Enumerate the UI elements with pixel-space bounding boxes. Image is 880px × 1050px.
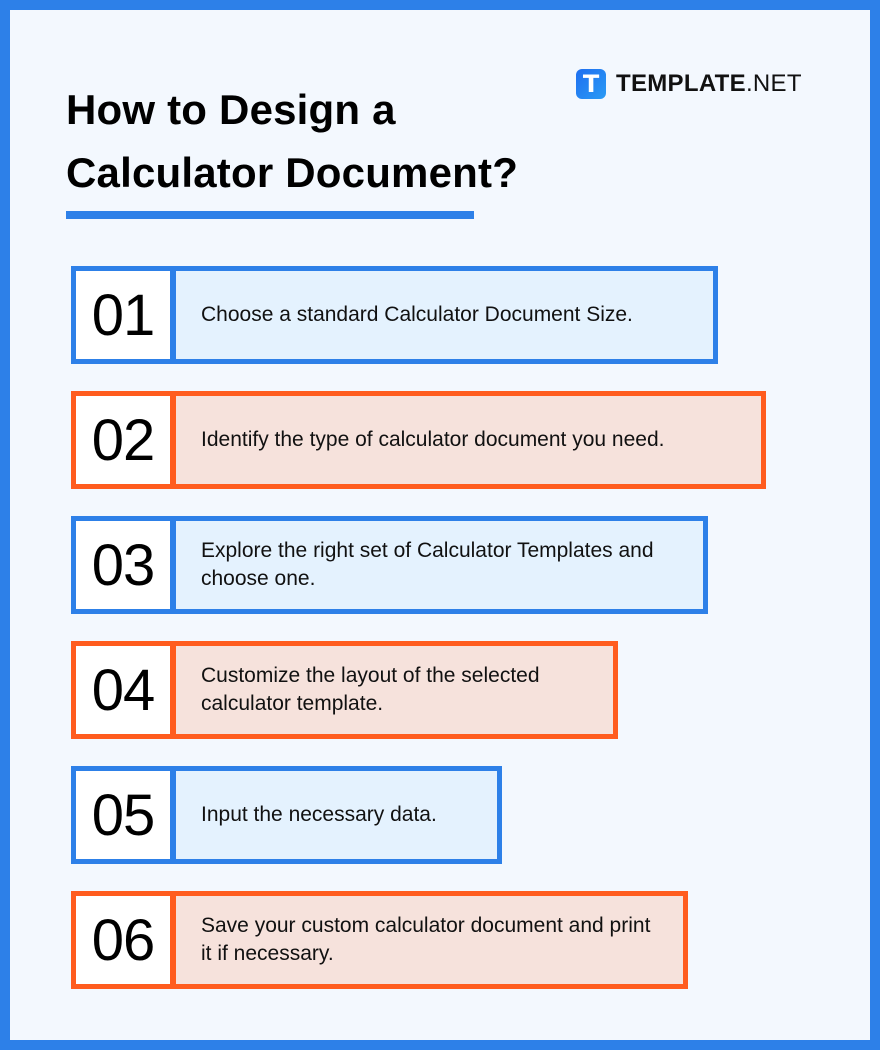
step-text: Choose a standard Calculator Document Size.	[201, 303, 633, 326]
step-5	[71, 766, 502, 864]
step-text: Identify the type of calculator document you need.	[201, 428, 665, 451]
step-text: Explore the right set of Calculator Templates and choose one.	[201, 539, 654, 590]
title-line-2: Calculator Document?	[66, 149, 519, 196]
logo-wordmark	[616, 70, 802, 98]
step-3	[71, 516, 708, 614]
step-number: 06	[76, 896, 170, 984]
step-1	[71, 266, 718, 364]
step-number: 02	[76, 396, 170, 484]
title-line-1: How to Design a	[66, 86, 396, 133]
step-number: 05	[76, 771, 170, 859]
step-6	[71, 891, 688, 989]
infographic-canvas	[10, 10, 870, 1040]
step-4	[71, 641, 618, 739]
template-logo-icon: T	[576, 69, 606, 99]
step-text: Input the necessary data.	[201, 803, 437, 826]
step-2	[71, 391, 766, 489]
step-text: Save your custom calculator document and print it if necessary.	[201, 914, 651, 965]
template-net-logo	[576, 69, 802, 99]
title-underline	[66, 211, 474, 219]
step-number: 03	[76, 521, 170, 609]
page-title	[66, 78, 518, 204]
logo-brand-suffix: .NET	[745, 70, 802, 97]
step-number: 01	[76, 271, 170, 359]
step-number: 04	[76, 646, 170, 734]
step-text: Customize the layout of the selected calculator template.	[201, 664, 540, 715]
logo-brand-bold: TEMPLATE	[616, 70, 746, 97]
